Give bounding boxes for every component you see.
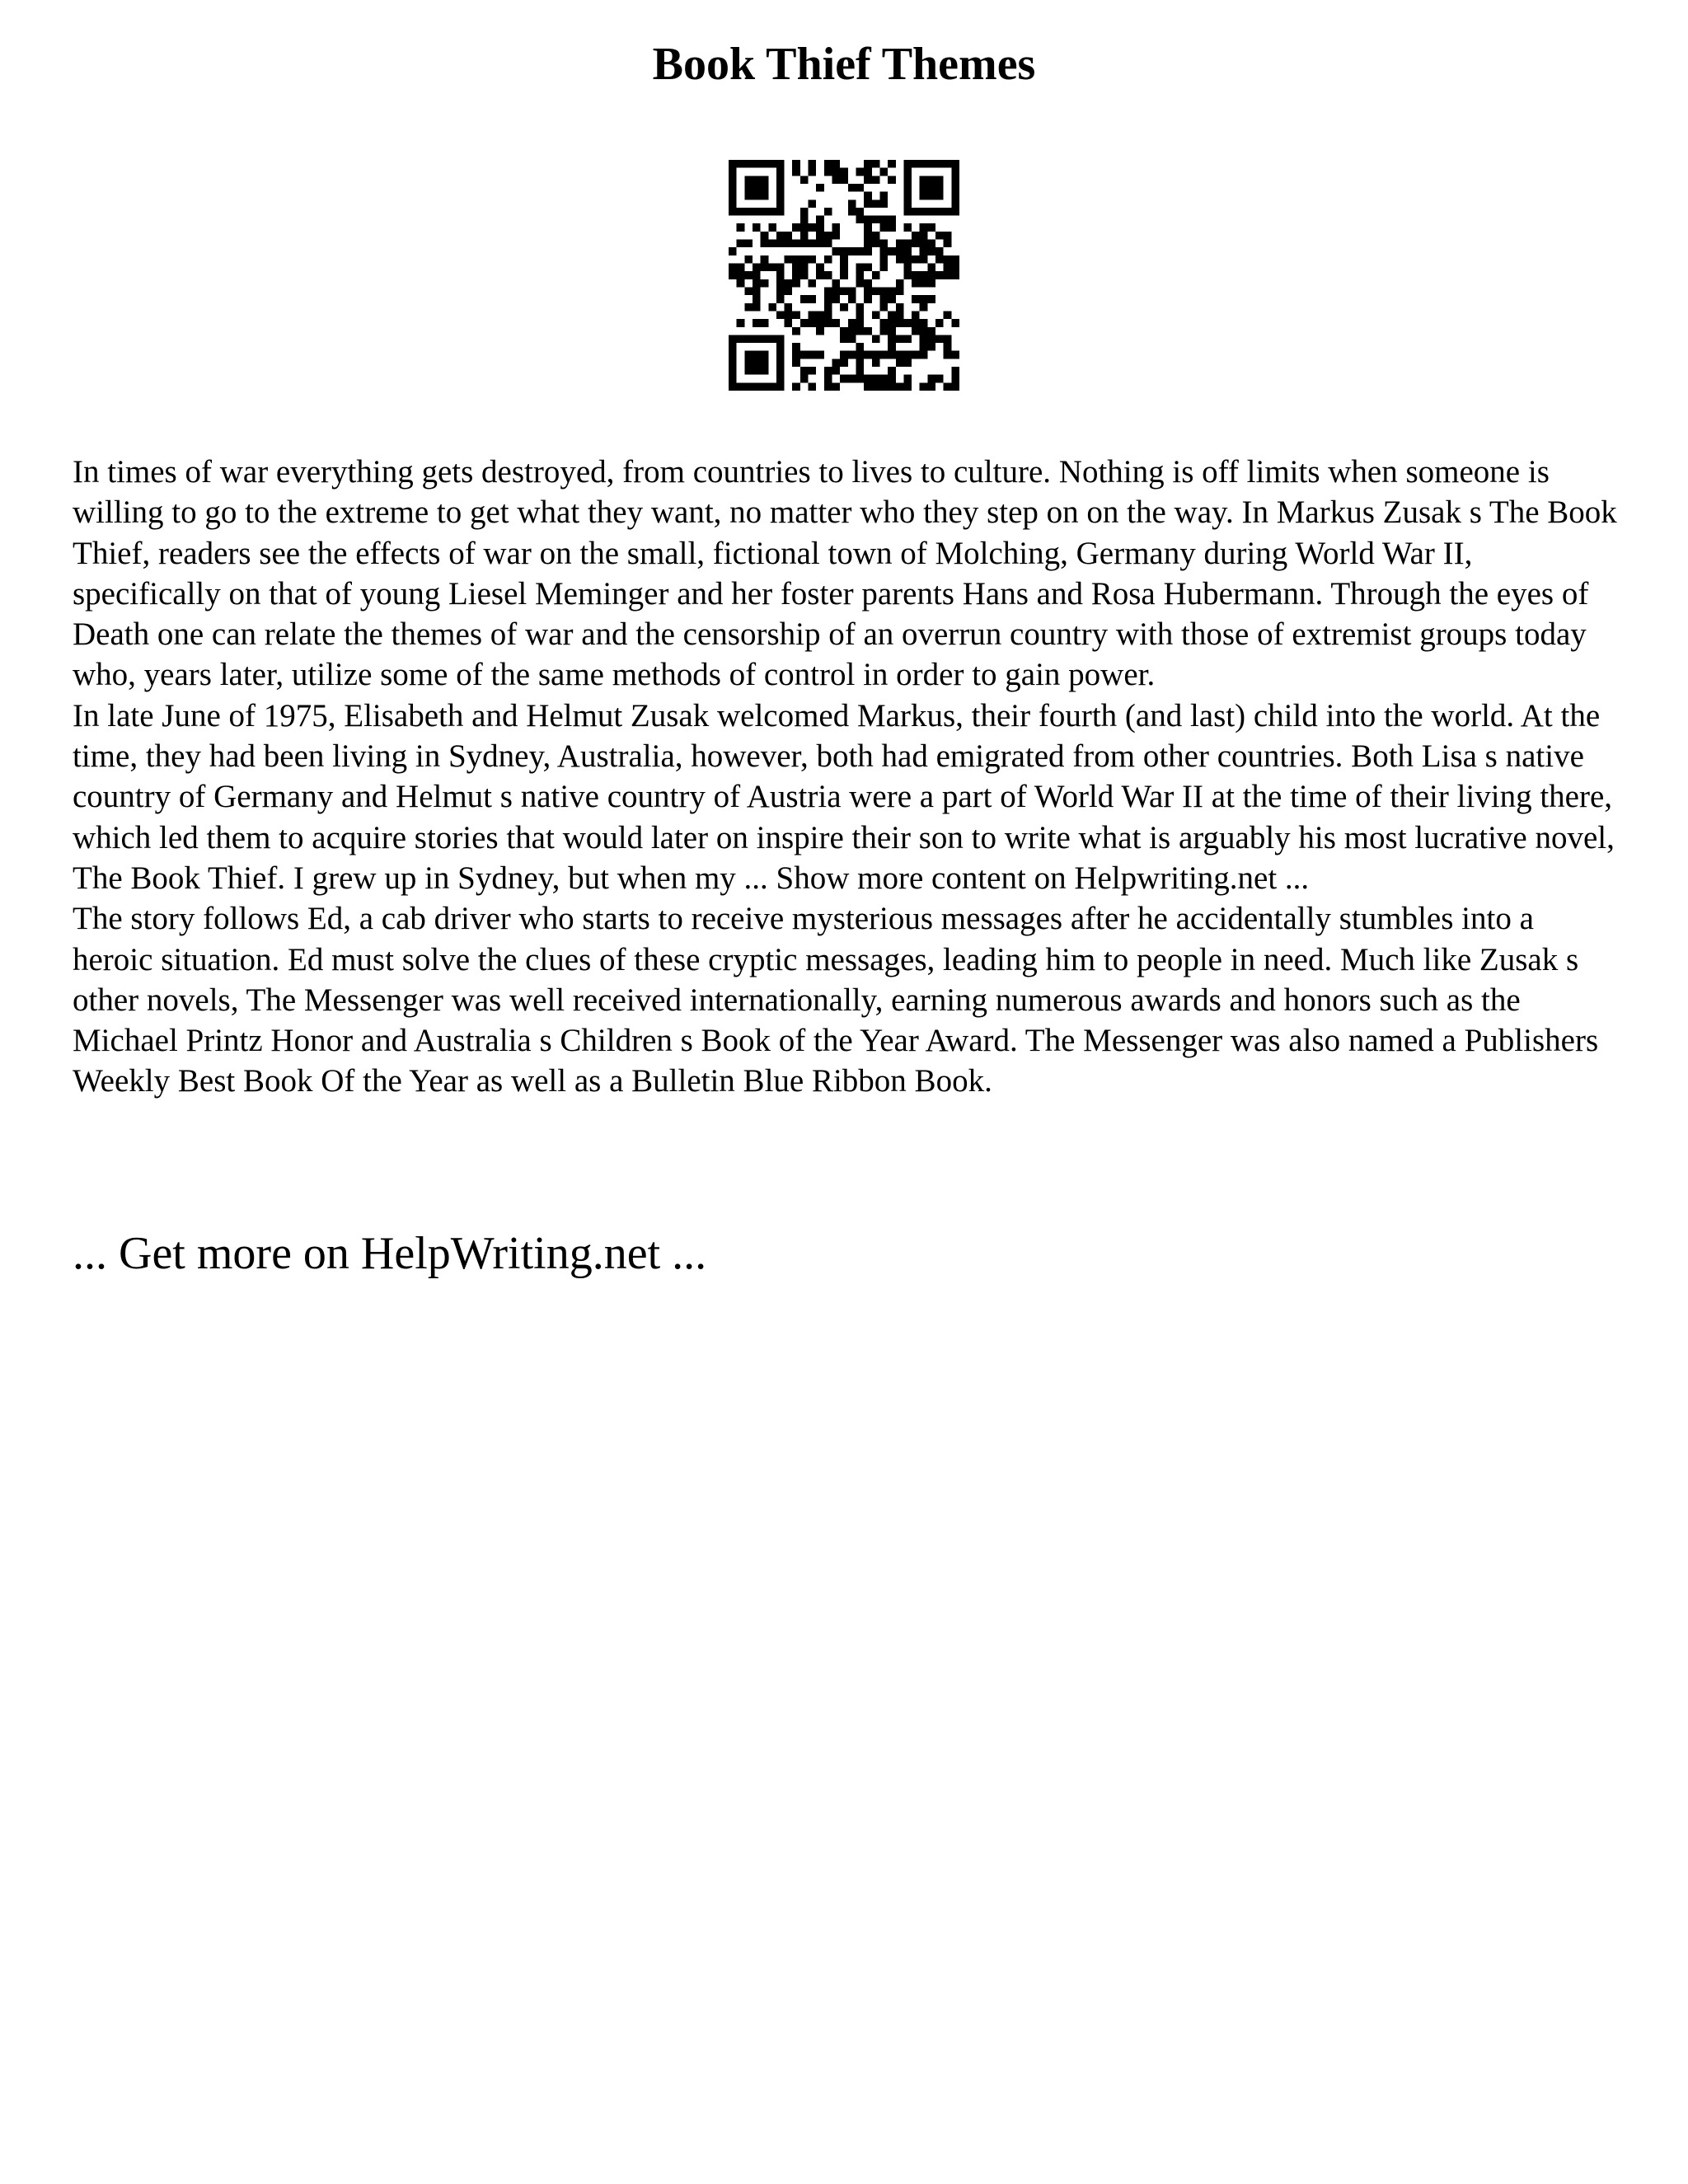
paragraph-2: In late June of 1975, Elisabeth and Helmut Zusak welcomed Markus, their fourth (and last) child into the world. At the time, they had been living in Sydney, Australia, however, both had emigrated from other countries. Both Lisa s native country of Germany and Helmut s native country of Austria were a part of World War II at the time of their living there, which led them to acquire stories that would later on inspire their son to write what is arguably his most lucrative novel, The Book Thief. I grew up in Sydney, but when my ... Show more content on Helpwriting.net ...	[73, 697, 1615, 896]
get-more-link[interactable]: ... Get more on HelpWriting.net ...	[73, 1228, 707, 1279]
qr-code-icon	[729, 160, 959, 391]
paragraph-3: The story follows Ed, a cab driver who starts to receive mysterious messages after he accidentally stumbles into a heroic situation. Ed must solve the clues of these cryptic messages, leading him to people in need. Much like Zusak s other novels, The Messenger was well received internationally, earning numerous awards and honors such as the Michael Printz Honor and Australia s Children s Book of the Year Award. The Messenger was also named a Publishers Weekly Best Book Of the Year as well as a Bulletin Blue Ribbon Book.	[73, 901, 1599, 1099]
page-title: Book Thief Themes	[652, 39, 1036, 90]
paragraph-1: In times of war everything gets destroyed, from countries to lives to culture. Nothing is off limits when someone is willing to go to the extreme to get what they want, no matter who they step on on the way. In Markus Zusak s The Book Thief, readers see the effects of war on the small, fictional town of Molching, Germany during World War II, specifically on that of young Liesel Meminger and her foster parents Hans and Rosa Hubermann. Through the eyes of Death one can relate the themes of war and the censorship of an overrun country with those of extremist groups today who, years later, utilize some of the same methods of control in order to gain power.	[73, 454, 1617, 693]
article-body	[73, 452, 1622, 1102]
